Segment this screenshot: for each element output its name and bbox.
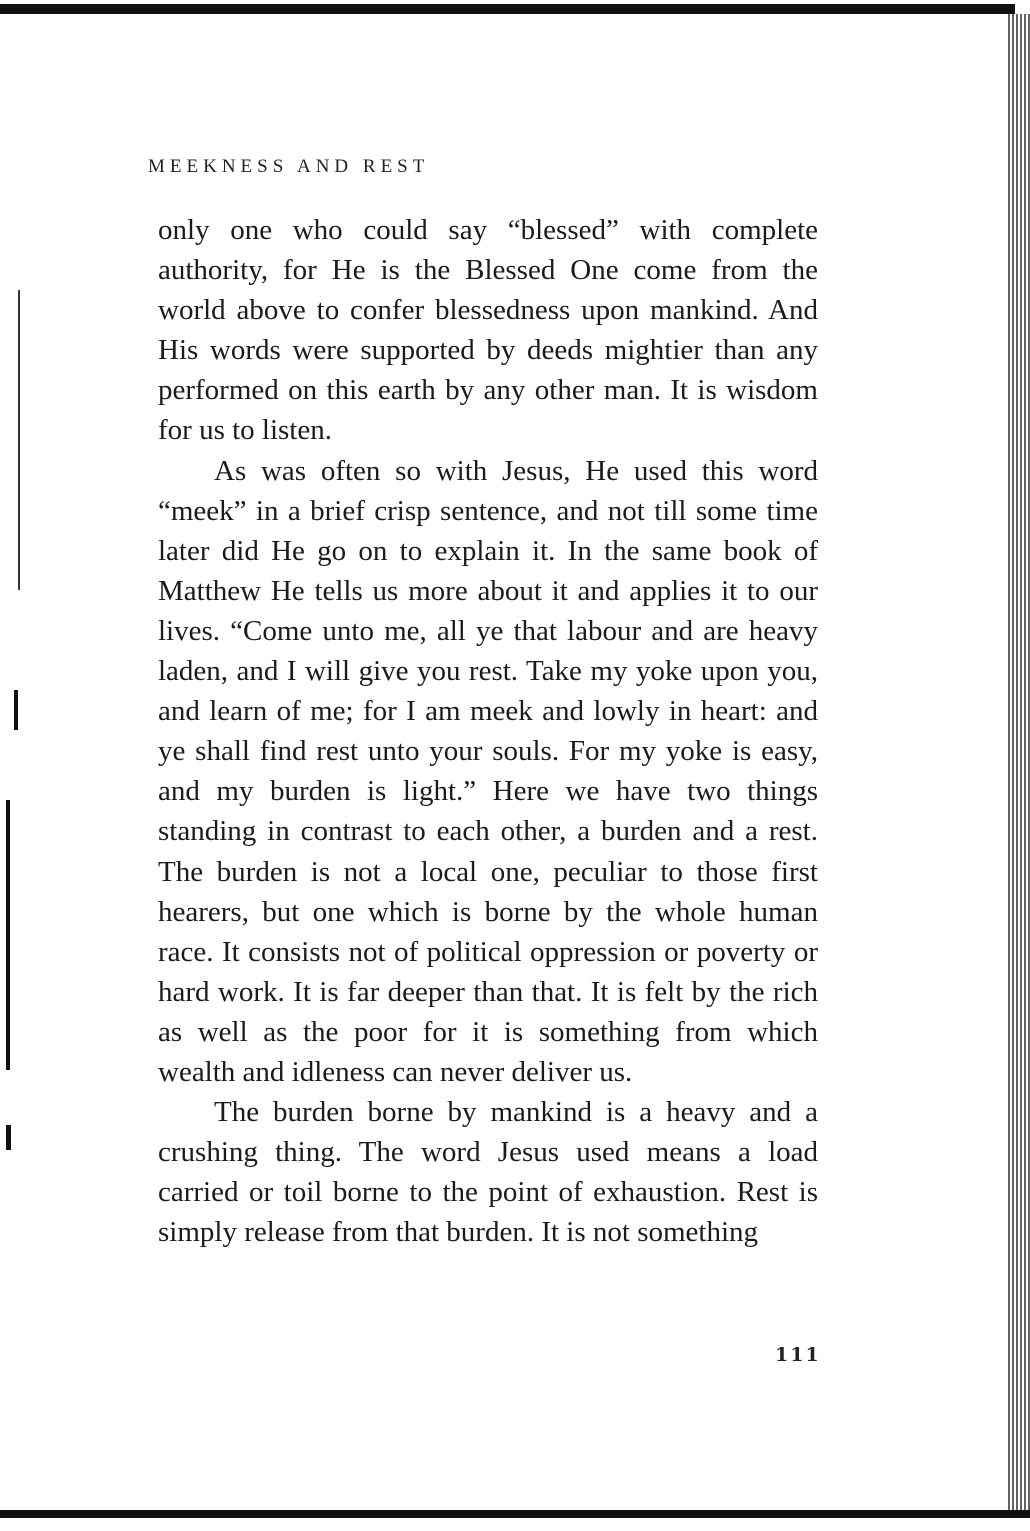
- paragraph: As was often so with Jesus, He used this word “meek” in a brief crisp sentence, and not till some time later did He go on to explain it. In the same book of Matthew He tells us more about it and applies it to our lives. “Come unto me, all ye that labour and are heavy laden, and I will give you rest. Take my yoke upon you, and learn of me; for I am meek and lowly in heart: and ye shall find rest unto your souls. For my yoke is easy, and my burden is light.” Here we have two things standing in contrast to each other, a burden and a rest. The burden is not a local one, peculiar to those first hearers, but one which is borne by the whole human race. It consists not of political oppression or poverty or hard work. It is far deeper than that. It is felt by the rich as well as the poor for it is something from which wealth and idleness can never deliver us.: [158, 454, 818, 1088]
- running-head: MEEKNESS AND REST: [148, 156, 430, 177]
- scan-edge-bottom: [0, 1510, 1030, 1518]
- scan-mark: [6, 1125, 11, 1150]
- paragraph: The burden borne by mankind is a heavy and a crushing thing. The word Jesus used means a load carried or toil borne to the point of exhaustion. Rest is simply release from that burden. It is not something: [158, 1096, 818, 1249]
- scan-mark: [6, 800, 10, 1070]
- scan-edge-top: [0, 4, 1015, 14]
- scan-edge-right: [1008, 14, 1030, 1514]
- paragraph: only one who could say “blessed” with complete authority, for He is the Blessed One come from the world above to confer blessedness upon mankind. And His words were supported by deeds mightier than any performed on this earth by any other man. It is wisdom for us to listen.: [158, 214, 818, 447]
- body-text: [158, 210, 818, 1252]
- scan-mark: [18, 290, 20, 590]
- page-number: 111: [775, 1344, 821, 1366]
- scan-mark: [14, 690, 18, 730]
